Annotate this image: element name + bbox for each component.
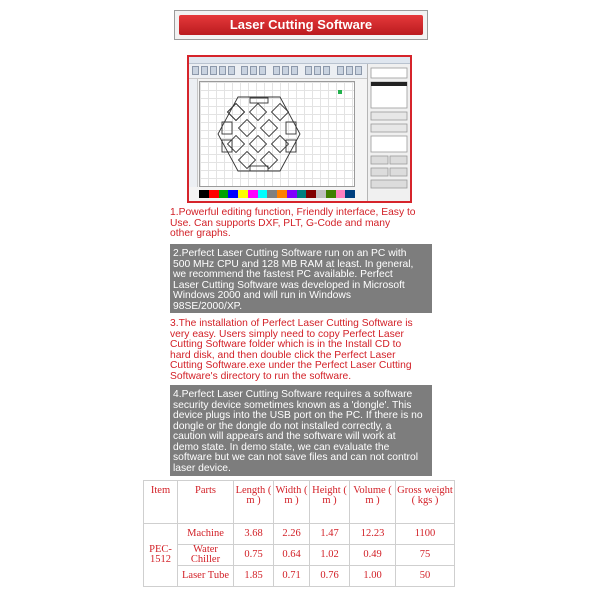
point-line: Use. Can supports DXF, PLT, G-Code and many bbox=[170, 217, 391, 229]
color-palette bbox=[199, 190, 355, 198]
item-cell: PEC-1512 bbox=[144, 524, 178, 587]
feature-point-4 bbox=[170, 385, 432, 476]
palette-swatch bbox=[345, 190, 355, 198]
table-header-row bbox=[144, 481, 455, 524]
palette-swatch bbox=[277, 190, 287, 198]
header-cell: Height ( m ) bbox=[310, 481, 350, 524]
palette-swatch bbox=[306, 190, 316, 198]
palette-swatch bbox=[297, 190, 307, 198]
point-line: laser device. bbox=[173, 462, 231, 474]
palette-swatch bbox=[199, 190, 209, 198]
table-cell: 1.00 bbox=[350, 566, 396, 587]
point-line: device plugs into the USB port on the PC. If there is no bbox=[173, 410, 423, 421]
table-cell: 50 bbox=[396, 566, 455, 587]
cut-pattern-drawing bbox=[200, 82, 356, 188]
table-cell: Machine bbox=[178, 524, 234, 545]
table-cell: Laser Tube bbox=[178, 566, 234, 587]
properties-panel-controls bbox=[368, 64, 410, 203]
table-row bbox=[144, 566, 455, 587]
palette-swatch bbox=[228, 190, 238, 198]
point-line: very easy. Users simply need to copy Perfect Laser bbox=[170, 328, 404, 340]
toolbar-icon bbox=[273, 66, 280, 75]
table-cell: 12.23 bbox=[350, 524, 396, 545]
toolbar-icon bbox=[282, 66, 289, 75]
title-banner: Laser Cutting Software bbox=[179, 15, 423, 35]
palette-swatch bbox=[209, 190, 219, 198]
point-line: Software's directory to run the software. bbox=[170, 370, 352, 382]
palette-swatch bbox=[326, 190, 336, 198]
palette-swatch bbox=[258, 190, 268, 198]
palette-swatch bbox=[219, 190, 229, 198]
palette-swatch bbox=[267, 190, 277, 198]
selection-marker bbox=[338, 90, 342, 94]
toolbar-icon bbox=[192, 66, 199, 75]
header-cell: Width ( m ) bbox=[274, 481, 310, 524]
feature-point-2 bbox=[170, 244, 432, 313]
toolbar-icon bbox=[323, 66, 330, 75]
feature-point-3 bbox=[170, 319, 413, 382]
table-cell: 0.75 bbox=[234, 545, 274, 566]
toolbar-icon bbox=[241, 66, 248, 75]
screenshot-menubar bbox=[189, 57, 410, 64]
drawing-canvas bbox=[199, 81, 355, 187]
point-line: we recommend the fastest PC available. Perfect bbox=[173, 269, 393, 280]
screenshot-toolbar bbox=[189, 64, 368, 79]
point-line: hard disk, and then double click the Perfect Laser bbox=[170, 349, 396, 361]
table-cell: 2.26 bbox=[274, 524, 310, 545]
point-line: 1.Powerful editing function, Friendly interface, Easy to bbox=[170, 207, 416, 218]
table-cell: 0.71 bbox=[274, 566, 310, 587]
toolbar-icon bbox=[355, 66, 362, 75]
point-line: other graphs. bbox=[170, 228, 231, 239]
point-line: dongle or the dongle do not installed correctly, a bbox=[173, 420, 392, 432]
palette-swatch bbox=[336, 190, 346, 198]
toolbar-icon bbox=[305, 66, 312, 75]
palette-swatch bbox=[238, 190, 248, 198]
toolbar-icon bbox=[250, 66, 257, 75]
header-cell: Volume ( m ) bbox=[350, 481, 396, 524]
point-line: 4.Perfect Laser Cutting Software requires a software bbox=[173, 389, 413, 400]
table-cell: 1.47 bbox=[310, 524, 350, 545]
point-line: Windows 2000 and will run in Windows bbox=[173, 290, 351, 301]
header-cell: Gross weight ( kgs ) bbox=[396, 481, 455, 524]
toolbar-icon bbox=[210, 66, 217, 75]
packing-spec-table bbox=[143, 480, 455, 587]
toolbar-icon bbox=[337, 66, 344, 75]
toolbar-icon bbox=[314, 66, 321, 75]
point-line: 500 MHz CPU and 128 MB RAM at least. In general, bbox=[173, 258, 414, 270]
point-line: Cutting Software.exe under the Perfect Laser Cutting bbox=[170, 360, 412, 371]
palette-swatch bbox=[248, 190, 258, 198]
point-line: 2.Perfect Laser Cutting Software run on an PC with bbox=[173, 248, 407, 259]
header-cell: Item bbox=[144, 481, 178, 524]
point-line: software but we can not save files and can not control bbox=[173, 452, 418, 463]
toolbar-icon bbox=[228, 66, 235, 75]
point-line: caution will appears and the software will work at bbox=[173, 431, 396, 442]
screenshot-left-toolbox bbox=[189, 79, 198, 187]
table-cell: Water Chiller bbox=[178, 545, 234, 566]
table-cell: 1.02 bbox=[310, 545, 350, 566]
point-line: Cutting Software folder which is in the Install CD to bbox=[170, 339, 402, 350]
header-cell: Parts bbox=[178, 481, 234, 524]
table-cell: 75 bbox=[396, 545, 455, 566]
table-row bbox=[144, 524, 455, 545]
table-row bbox=[144, 545, 455, 566]
feature-point-1 bbox=[170, 208, 416, 240]
table-cell: 0.64 bbox=[274, 545, 310, 566]
point-line: 98SE/2000/XP. bbox=[173, 300, 243, 312]
point-line: 3.The installation of Perfect Laser Cutting Software is bbox=[170, 318, 413, 329]
toolbar-icon bbox=[291, 66, 298, 75]
palette-swatch bbox=[316, 190, 326, 198]
point-line: demo state. In demo state, we can evaluate the bbox=[173, 441, 390, 453]
point-line: security device sometimes known as a 'dongle'. This bbox=[173, 399, 412, 411]
toolbar-icon bbox=[259, 66, 266, 75]
table-cell: 1.85 bbox=[234, 566, 274, 587]
toolbar-icon bbox=[201, 66, 208, 75]
toolbar-icon bbox=[346, 66, 353, 75]
palette-swatch bbox=[287, 190, 297, 198]
table-cell: 3.68 bbox=[234, 524, 274, 545]
header-cell: Length ( m ) bbox=[234, 481, 274, 524]
point-line: Laser Cutting Software was developed in Microsoft bbox=[173, 279, 405, 291]
table-cell: 0.76 bbox=[310, 566, 350, 587]
software-screenshot bbox=[187, 55, 412, 203]
screenshot-properties-panel bbox=[367, 64, 410, 201]
toolbar-icon bbox=[219, 66, 226, 75]
title-banner-frame bbox=[174, 10, 428, 40]
table-cell: 0.49 bbox=[350, 545, 396, 566]
table-cell: 1100 bbox=[396, 524, 455, 545]
